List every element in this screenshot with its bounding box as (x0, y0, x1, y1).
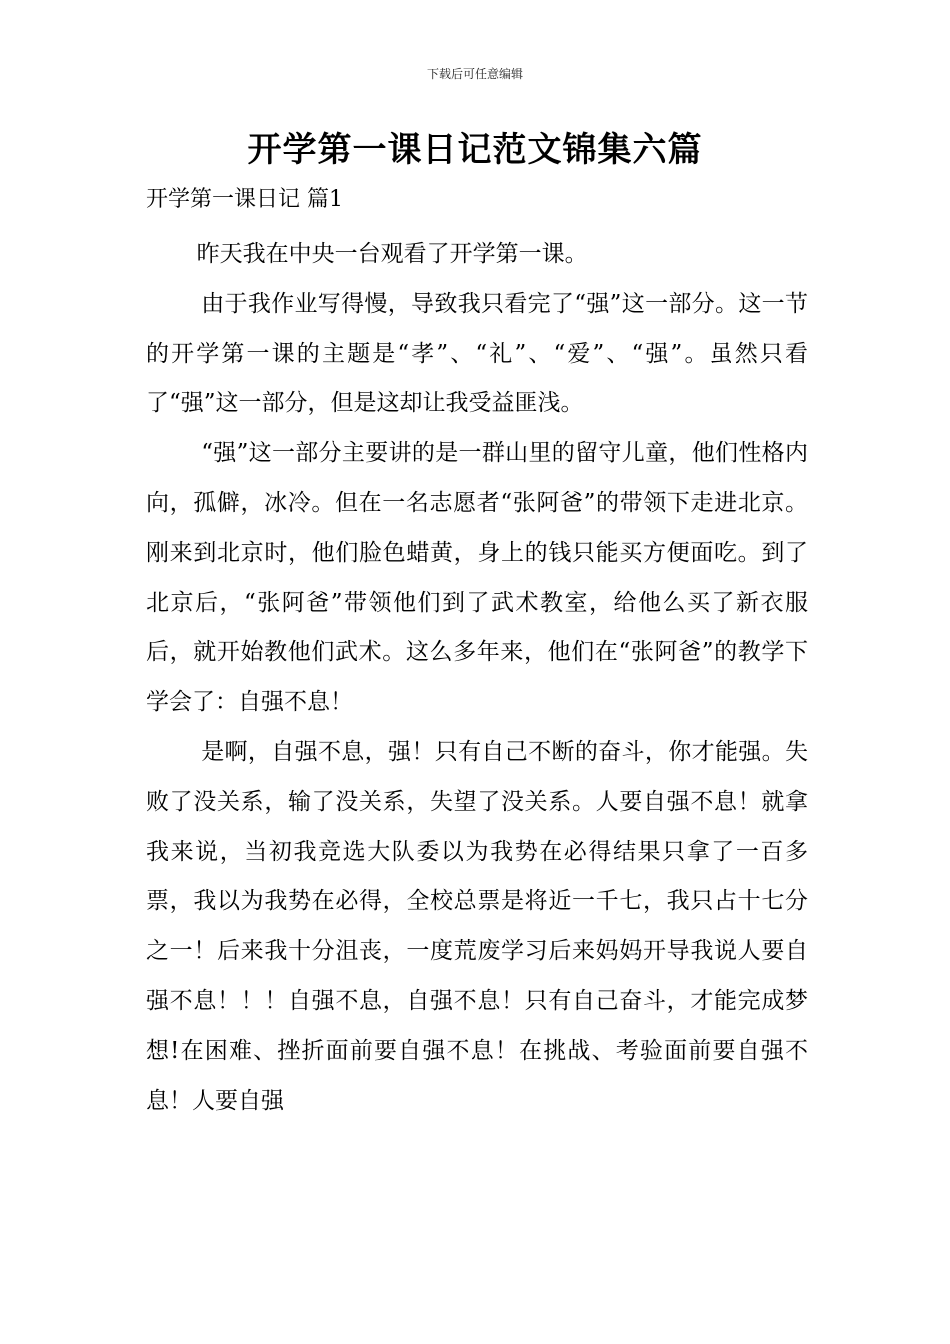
paragraph: 由于我作业写得慢，导致我只看完了“强”这一部分。这一节的开学第一课的主题是“孝”、“礼”、“爱”、“强”。虽然只看了“强”这一部分，但是这却让我受益匪浅。 (146, 290, 808, 417)
paragraph: 昨天我在中央一台观看了开学第一课。 (196, 241, 588, 267)
section-heading: 开学第一课日记 篇1 (146, 187, 343, 212)
paragraph: “强”这一部分主要讲的是一群山里的留守儿童，他们性格内向，孤僻，冰冷。但在一名志愿者“张阿爸”的带领下走进北京。刚来到北京时，他们脸色蜡黄，身上的钱只能买方便面吃。到了北京后，“张阿爸”带领他们到了武术教室，给他么买了新衣服后，就开始教他们武术。这么多年来，他们在“张阿爸”的教学下学会了：自强不息！ (146, 440, 808, 716)
body-text (146, 230, 808, 1126)
document-title: 开学第一课日记范文锦集六篇 (247, 130, 703, 170)
paragraph: 是啊，自强不息，强！只有自己不断的奋斗，你才能强。失败了没关系，输了没关系，失望了没关系。人要自强不息！就拿我来说，当初我竞选大队委以为我势在必得结果只拿了一百多票，我以为我势在必得，全校总票是将近一千七，我只占十七分之一！后来我十分沮丧，一度荒废学习后来妈妈开导我说人要自强不息！！！自强不息，自强不息！只有自己奋斗，才能完成梦想!在困难、挫折面前要自强不息！在挑战、考验面前要自强不息！人要自强 (146, 738, 808, 1114)
header-note: 下载后可任意编辑 (426, 67, 523, 81)
